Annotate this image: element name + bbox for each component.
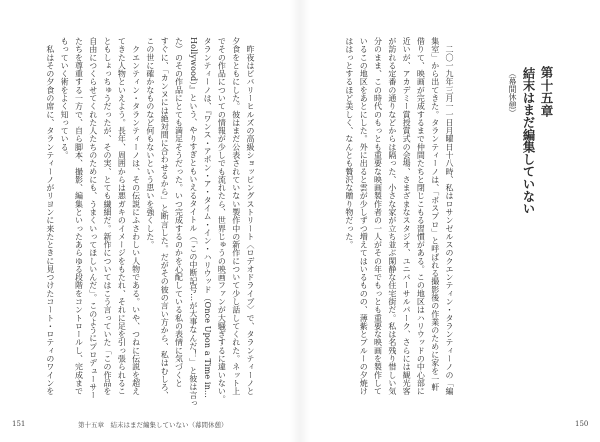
text-line: Hollywood）』という、やりすぎともいえるタイトル（「この中断記号…が大事なんだ！」と彼は言っ bbox=[188, 37, 198, 408]
text-line: 分のまま、この時代のもっとも重要な映画製作者の一人がその年でもっとも重要な映画を製作して bbox=[373, 37, 383, 396]
chapter-subtitle: （幕間休憩） bbox=[508, 69, 517, 117]
chapter-title: 結末はまだ編集していない bbox=[521, 67, 536, 215]
page-number-left: 151 bbox=[12, 420, 26, 428]
book-gutter bbox=[290, 0, 310, 442]
text-line: 自由につくらせてくれた人たちのためにも、うまくいってほしいんだ」。このようにプロデューサー bbox=[88, 37, 98, 400]
text-line: ともしょっちゅうだったが、その実、とても繊細だ。新作についてはこう言っていた「この作品を bbox=[103, 37, 113, 396]
chapter-number: 第十五章 bbox=[539, 66, 554, 118]
running-head: 第十五章 結末はまだ編集していない（幕間休憩） bbox=[78, 421, 228, 429]
text-line: この世に確かなものなど何もないという思いを強くした。 bbox=[145, 37, 155, 249]
text-line: 集室」から出てきた。タランティーノは、「ボスプロ」と呼ばれる撮影後の作業のために家を一軒 bbox=[430, 37, 440, 392]
text-line: 夕食をともにした。彼はまだ公表されていない製作中の新作について少し話してくれた。ネット上 bbox=[231, 37, 241, 396]
left-page-body bbox=[43, 37, 257, 408]
text-line: すぐに、「カンヌには絶対間に合わせるから」と断言した。だがその彼の言い方から、私はむしろ、 bbox=[160, 37, 170, 400]
text-line: クエンティン・タランティーノは、その伝説にふさわしい人物である。いや、つねに伝説を超え bbox=[131, 37, 141, 396]
text-line: いるこの地区をあとにした。外に出ると雲が少しずつ増えてはいるものの、薄紫とブルーの夕焼け bbox=[359, 37, 369, 396]
text-line: タランティーノは、『ワンス・アポン・ア・タイム・イン・ハリウッド（Once Upon a Time in… bbox=[203, 37, 213, 399]
text-line: てきた人物といえよう。長年、周囲からは悪ガキのイメージをもたれ、それに足を引っ張られるこ bbox=[117, 37, 127, 396]
text-line: もっていく術をよく知っている。 bbox=[60, 37, 70, 160]
page-number-right: 150 bbox=[575, 420, 589, 428]
text-line: た）のその作品にとても満足そうだった。いつ完成するのかを心配している私の表情に気づくと bbox=[174, 37, 184, 388]
text-line: 私はその夕食の席に、タランティーノがリヨンに来たときに見つけたコート・ロティのワインを bbox=[45, 37, 55, 396]
text-line: が訪れる定番の通りなどからは隔った、小さな家が立ち並ぶ閑静な住宅街だ。私は名残り惜しい気 bbox=[387, 37, 397, 396]
text-line: たちを尊重する一方で、自ら脚本、撮影、編集といったあらゆる段階をコントロールし、完成まで bbox=[74, 37, 84, 396]
right-page-body bbox=[342, 37, 456, 397]
text-line: 借りて、映画が完成するまで仲間たちと閉じこもる習慣がある。この地区はハリウッドの中心部に bbox=[416, 37, 426, 396]
text-line: 近いが、アカデミー賞授賞式の会場、さまざまなスタジオ、ユニバーサルパーク、さらには観光客 bbox=[402, 37, 412, 396]
text-line: 昨夜はビバリーヒルズの高級ショッピングストリート〈ロデオドライブ〉で、タランティーノと bbox=[246, 37, 255, 396]
text-line: ははっとするほど美しく、なんとも贅沢な贈り物だった。 bbox=[344, 37, 354, 249]
text-line: 二〇一九年三月一一日月曜日十八時、私はロサンゼルスのクエンティン・タランティーノの「編 bbox=[445, 37, 454, 396]
text-line: でその作品についての情報が少しでも流れたら、世界じゅうの映画ファンが大騒ぎするに違いない。 bbox=[217, 37, 227, 404]
